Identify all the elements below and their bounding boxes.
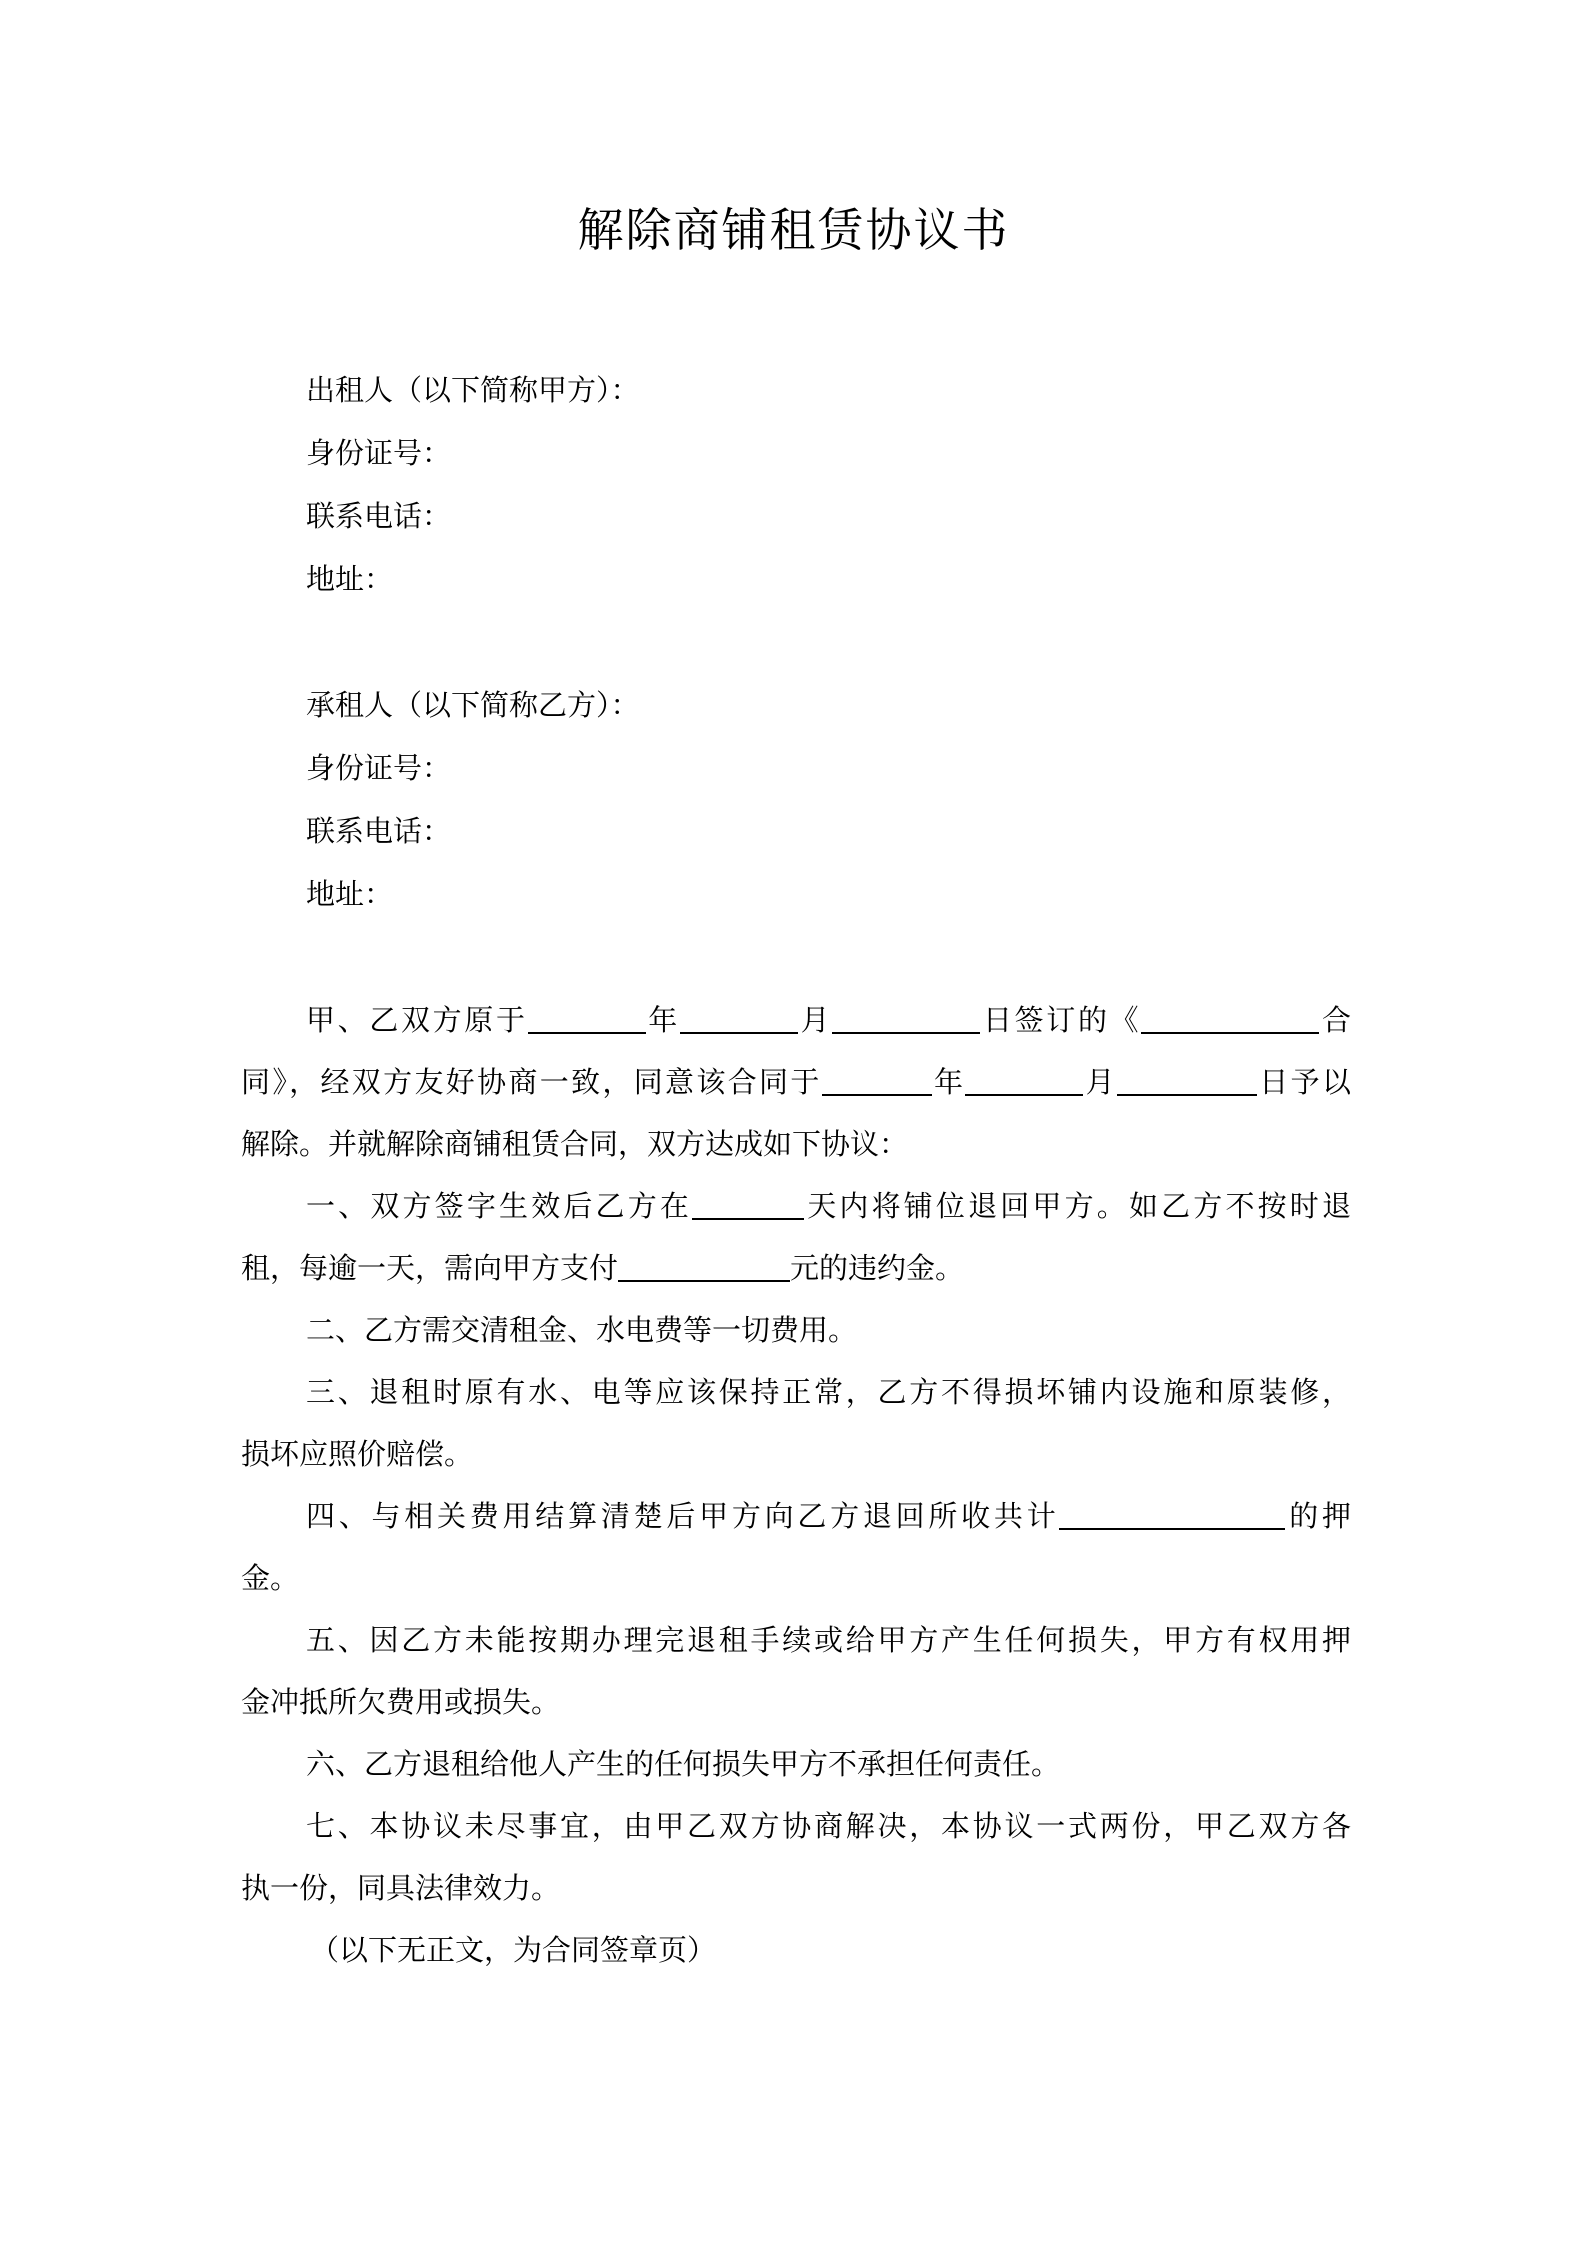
clause-6: 六、乙方退租给他人产生的任何损失甲方不承担任何责任。 — [306, 1747, 1061, 1781]
clause-1-line-1 — [306, 1186, 1351, 1226]
lessee-address-label: 地址： — [306, 877, 394, 911]
clause-2: 二、乙方需交清租金、水电费等一切费用。 — [306, 1313, 858, 1347]
clause-3-line-2: 损坏应照价赔偿。 — [241, 1437, 474, 1471]
lessor-phone-label: 联系电话： — [306, 499, 452, 533]
lessor-id-label: 身份证号： — [306, 436, 452, 470]
intro-line1-end: 合 — [1319, 1003, 1351, 1037]
intro-line-3: 解除。并就解除商铺租赁合同，双方达成如下协议： — [241, 1127, 909, 1161]
clause-7-line-1: 七、本协议未尽事宜，由甲乙双方协商解决，本协议一式两份，甲乙双方各 — [306, 1809, 1351, 1843]
clause-1-text-a: 一、双方签字生效后乙方在 — [306, 1189, 693, 1223]
fill-blank — [1059, 1496, 1285, 1530]
fill-blank — [1117, 1062, 1257, 1096]
fill-blank — [528, 1000, 646, 1034]
fill-blank — [618, 1248, 790, 1282]
lessee-phone-label: 联系电话： — [306, 814, 452, 848]
clause-4-text-b: 的押 — [1285, 1499, 1351, 1533]
intro-month: 月 — [797, 1003, 833, 1037]
clause-1-text-c: 租，每逾一天，需向甲方支付 — [241, 1251, 619, 1285]
fill-blank — [822, 1062, 932, 1096]
clause-4-line-2: 金。 — [241, 1561, 300, 1595]
fill-blank — [832, 1000, 980, 1034]
clause-1-line-2 — [241, 1248, 964, 1288]
lessor-heading: 出租人（以下简称甲方）： — [306, 373, 640, 407]
intro-line-2 — [241, 1062, 1351, 1102]
intro-line2-end: 日予以 — [1256, 1065, 1351, 1099]
intro-line2-year: 年 — [931, 1065, 966, 1099]
fill-blank — [965, 1062, 1083, 1096]
clause-1-text-b: 天内将铺位退回甲方。如乙方不按时退 — [804, 1189, 1351, 1223]
intro-year: 年 — [645, 1003, 680, 1037]
intro-line-1 — [306, 1000, 1351, 1040]
clause-4-line-1 — [306, 1496, 1351, 1536]
lessee-heading: 承租人（以下简称乙方）： — [306, 688, 640, 722]
clause-5-line-1: 五、因乙方未能按期办理完退租手续或给甲方产生任何损失，甲方有权用押 — [306, 1623, 1351, 1657]
clause-1-text-d: 元的违约金。 — [790, 1251, 965, 1285]
footer-note: （以下无正文，为合同签章页） — [310, 1933, 717, 1967]
clause-7-line-2: 执一份，同具法律效力。 — [241, 1871, 561, 1905]
intro-day: 日签订的《 — [980, 1003, 1142, 1037]
fill-blank — [1141, 1000, 1319, 1034]
clause-4-text-a: 四、与相关费用结算清楚后甲方向乙方退回所收共计 — [306, 1499, 1060, 1533]
lessor-address-label: 地址： — [306, 562, 394, 596]
intro-line2-text: 同》，经双方友好协商一致，同意该合同于 — [241, 1065, 822, 1099]
lessee-id-label: 身份证号： — [306, 751, 452, 785]
document-title: 解除商铺租赁协议书 — [577, 203, 1010, 257]
clause-5-line-2: 金冲抵所欠费用或损失。 — [241, 1685, 561, 1719]
clause-3-line-1: 三、退租时原有水、电等应该保持正常，乙方不得损坏铺内设施和原装修， — [306, 1375, 1351, 1409]
fill-blank — [680, 1000, 798, 1034]
intro-text-a: 甲、乙双方原于 — [306, 1003, 528, 1037]
intro-line2-month: 月 — [1083, 1065, 1117, 1099]
fill-blank — [692, 1186, 804, 1220]
